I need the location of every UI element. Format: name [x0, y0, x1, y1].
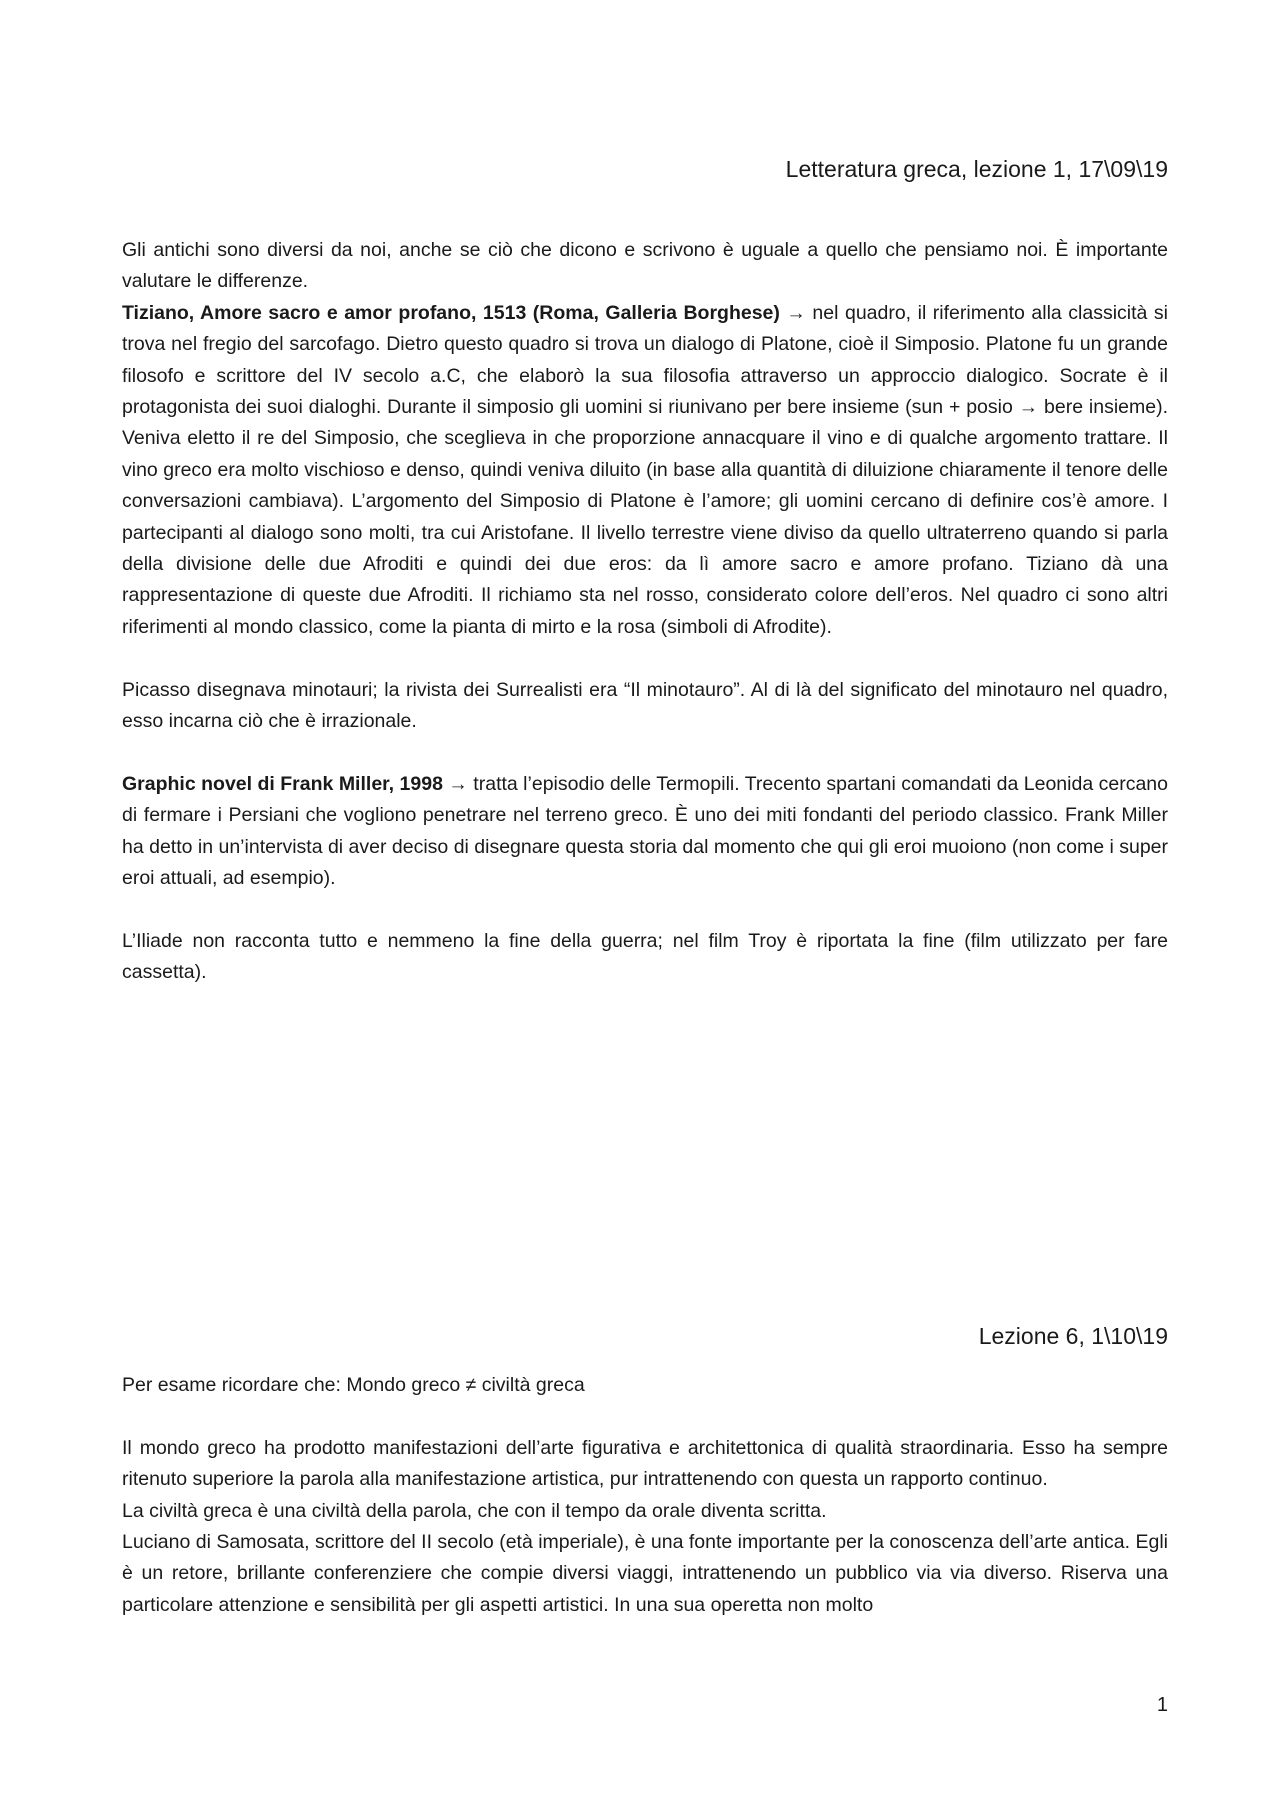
lesson-6-paragraph-exam-note: Per esame ricordare che: Mondo greco ≠ civiltà greca [122, 1374, 585, 1396]
lesson-1-paragraph-iliade: L’Iliade non racconta tutto e nemmeno la fine della guerra; nel film Troy è riportata la fine (film utilizzato per fare cassetta). [122, 929, 1168, 984]
frank-miller-title: Graphic novel di Frank Miller, 1998 [122, 772, 443, 795]
lesson-6-paragraph-mondo-greco: Il mondo greco ha prodotto manifestazioni dell’arte figurativa e architettonica di qualità straordinaria. Esso ha sempre ritenuto superiore la parola alla manifestazione artistica, pur intrattenendo con questa un rapporto continuo. [122, 1436, 1168, 1491]
tiziano-text: → nel quadro, il riferimento alla classicità si trova nel fregio del sarcofago. Dietro questo quadro si trova un dialogo di Platone, cioè il Simposio. Platone fu un grande filosofo e scrittore del IV secolo a.C, che elaborò la sua filosofia attraverso un approccio dialogico. Socrate è il protagonista dei suoi dialoghi. Durante il simposio gli uomini si riunivano per bere insieme (sun + posio → bere insieme). Veniva eletto il re del Simposio, che sceglieva in che proporzione annacquare il vino e di qualche argomento trattare. Il vino greco era molto vischioso e denso, quindi veniva diluito (in base alla quantità di diluizione chiaramente il tenore delle conversazioni cambiava). L’argomento del Simposio di Platone è l’amore; gli uomini cercano di definire cos’è amore. I partecipanti al dialogo sono molti, tra cui Aristofane. Il livello terrestre viene diviso da quello ultraterreno quando si parla della divisione delle due Afroditi e quindi dei due eros: da lì amore sacro e amore profano. Tiziano dà una rappresentazione di queste due Afroditi. Il richiamo sta nel rosso, considerato colore dell’eros. Nel quadro ci sono altri riferimenti al mondo classico, come la pianta di mirto e la rosa (simboli di Afrodite). [122, 301, 1168, 638]
lesson-1-paragraph-picasso: Picasso disegnava minotauri; la rivista dei Surrealisti era “Il minotauro”. Al di là del significato del minotauro nel quadro, esso incarna ciò che è irrazionale. [122, 678, 1168, 733]
lesson-1-heading: Letteratura greca, lezione 1, 17\09\19 [785, 156, 1168, 182]
lesson-1-section [122, 154, 1168, 989]
lesson-1-paragraph-tiziano [122, 298, 1168, 643]
lesson-6-heading: Lezione 6, 1\10\19 [978, 1323, 1168, 1349]
page-number: 1 [1156, 1694, 1168, 1716]
lesson-6-section [122, 1321, 1168, 1621]
lesson-6-paragraph-civilta: La civiltà greca è una civiltà della parola, che con il tempo da orale diventa scritta. [122, 1499, 827, 1522]
frank-miller-text: → tratta l’episodio delle Termopili. Trecento spartani comandati da Leonida cercano di fermare i Persiani che vogliono penetrare nel terreno greco. È uno dei miti fondanti del periodo classico. Frank Miller ha detto in un’intervista di aver deciso di disegnare questa storia dal momento che qui gli eroi muoiono (non come i super eroi attuali, ad esempio). [122, 772, 1169, 890]
lesson-1-paragraph-intro: Gli antichi sono diversi da noi, anche se ciò che dicono e scrivono è uguale a quello che pensiamo noi. È importante valutare le differenze. [122, 239, 1168, 293]
tiziano-title: Tiziano, Amore sacro e amor profano, 1513 (Roma, Galleria Borghese) [122, 301, 780, 324]
lesson-6-paragraph-luciano: Luciano di Samosata, scrittore del II secolo (età imperiale), è una fonte importante per la conoscenza dell’arte antica. Egli è un retore, brillante conferenziere che compie diversi viaggi, intrattenendo un pubblico via via diverso. Riserva una particolare attenzione e sensibilità per gli aspetti artistici. In una sua operetta non molto [122, 1531, 1168, 1616]
lesson-1-paragraph-frank-miller [122, 769, 1168, 895]
